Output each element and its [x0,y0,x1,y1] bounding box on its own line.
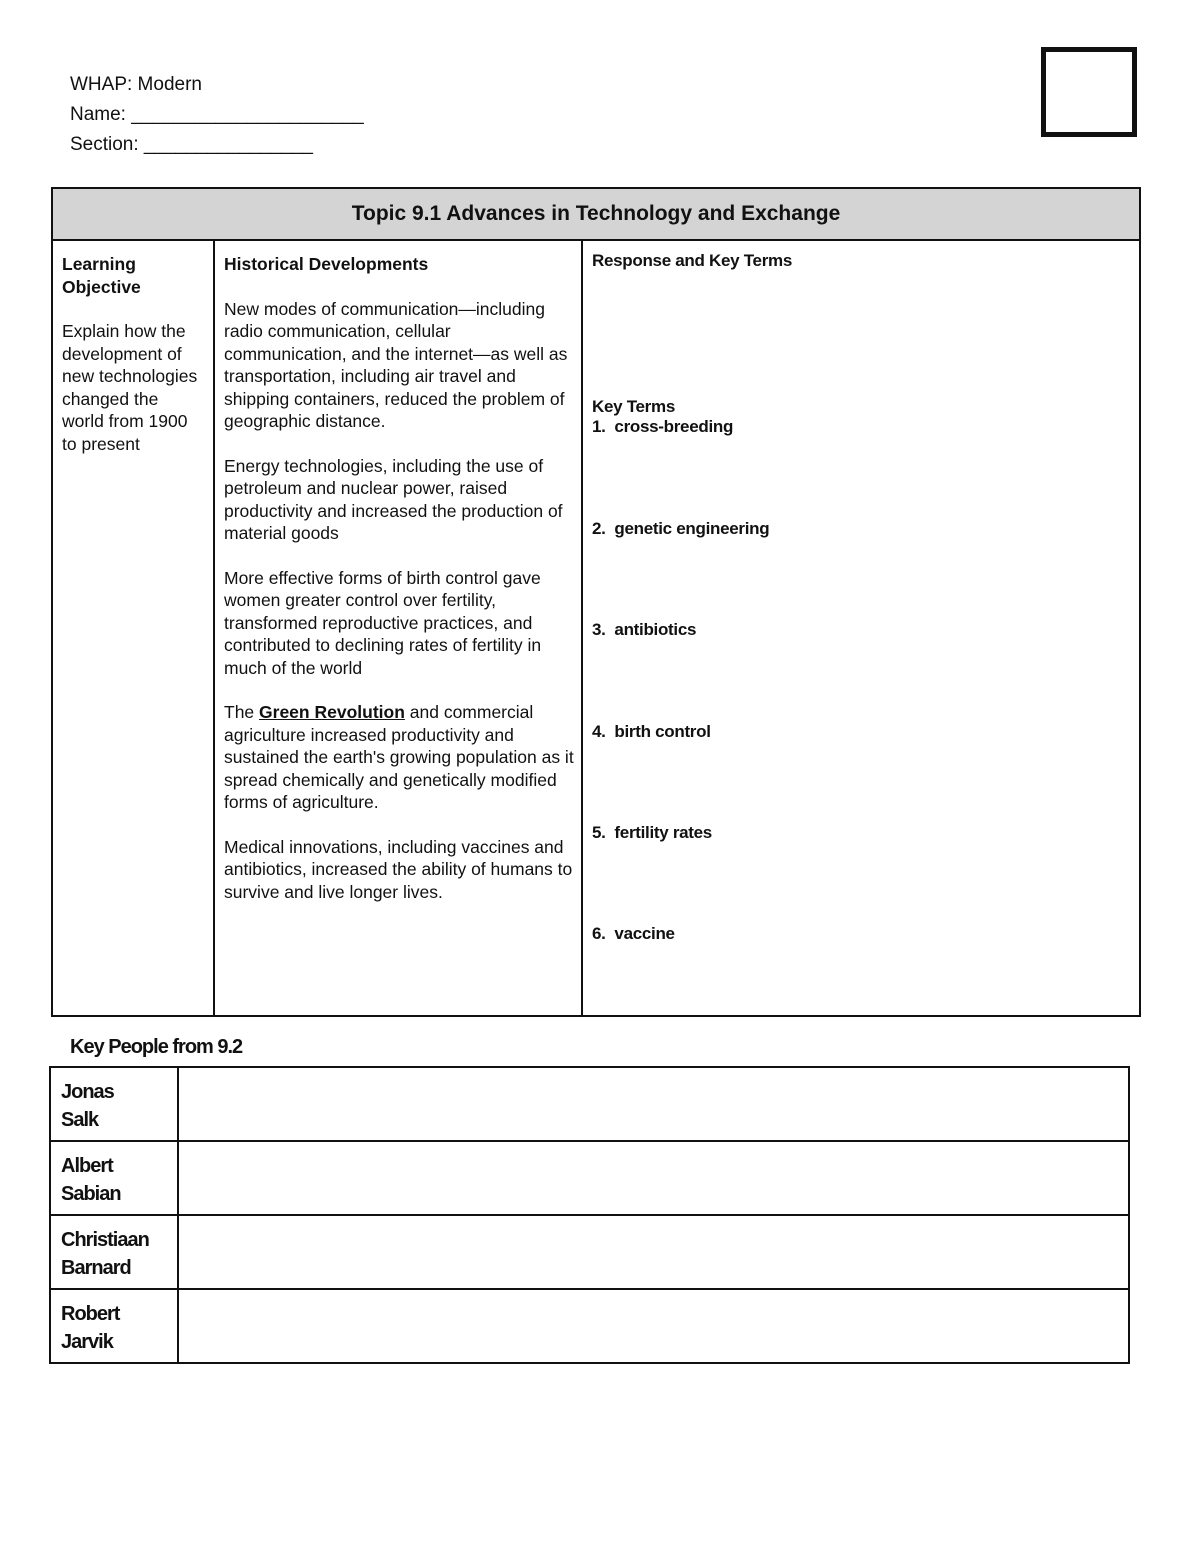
key-term: 5. fertility rates [592,823,712,842]
person-name: Jonas Salk [50,1067,178,1141]
key-people-title: Key People from 9.2 [70,1036,243,1058]
person-name: Albert Sabian [50,1141,178,1215]
historical-developments-cell [215,241,583,1015]
key-people-table [49,1066,1130,1364]
topic-table [51,187,1141,1017]
historical-developments-heading: Historical Developments [224,254,429,274]
name-field[interactable]: Name: ______________________ [70,104,364,125]
key-terms-label: Key Terms [592,397,675,416]
development-paragraph: Medical innovations, including vaccines and antibiotics, increased the ability of humans to survive and live longer lives. [224,836,573,902]
key-term: 1. cross-breeding [592,417,734,436]
table-row [50,1215,1129,1289]
development-paragraph: New modes of communication—including radio communication, cellular communication, and the internet—as well as transportation, including air travel and shipping containers, reduced the problem of geographic distance. [224,298,568,431]
learning-objective-cell [53,241,215,1015]
person-notes-cell[interactable] [178,1289,1129,1363]
person-name: Christiaan Barnard [50,1215,178,1289]
key-term: 4. birth control [592,722,711,741]
key-term: 3. antibiotics [592,620,697,639]
course-title: WHAP: Modern [70,74,202,95]
person-notes-cell[interactable] [178,1067,1129,1141]
key-term: 6. vaccine [592,924,675,943]
worksheet-header [70,70,364,160]
table-row [50,1141,1129,1215]
development-paragraph: Energy technologies, including the use of petroleum and nuclear power, raised productivity and increased the production of material goods [224,455,563,543]
key-term: 2. genetic engineering [592,519,770,538]
development-paragraph: The Green Revolution and commercial agriculture increased productivity and sustained the earth's growing population as it spread chemically and genetically modified forms of agriculture. [224,702,574,812]
response-key-terms-cell[interactable] [583,241,1139,1015]
table-row [50,1289,1129,1363]
person-name: Robert Jarvik [50,1289,178,1363]
topic-title: Topic 9.1 Advances in Technology and Exchange [53,189,1139,241]
learning-objective-text: Explain how the development of new technologies changed the world from 1900 to present [62,321,198,454]
learning-objective-heading: Learning Objective [62,254,141,297]
response-heading: Response and Key Terms [592,251,792,270]
section-field[interactable]: Section: ________________ [70,134,314,155]
table-row [50,1067,1129,1141]
score-box[interactable] [1041,47,1137,137]
green-revolution-term: Green Revolution [259,702,405,722]
person-notes-cell[interactable] [178,1215,1129,1289]
development-paragraph: More effective forms of birth control gave women greater control over fertility, transformed reproductive practices, and contributed to declining rates of fertility in much of the world [224,567,542,678]
person-notes-cell[interactable] [178,1141,1129,1215]
